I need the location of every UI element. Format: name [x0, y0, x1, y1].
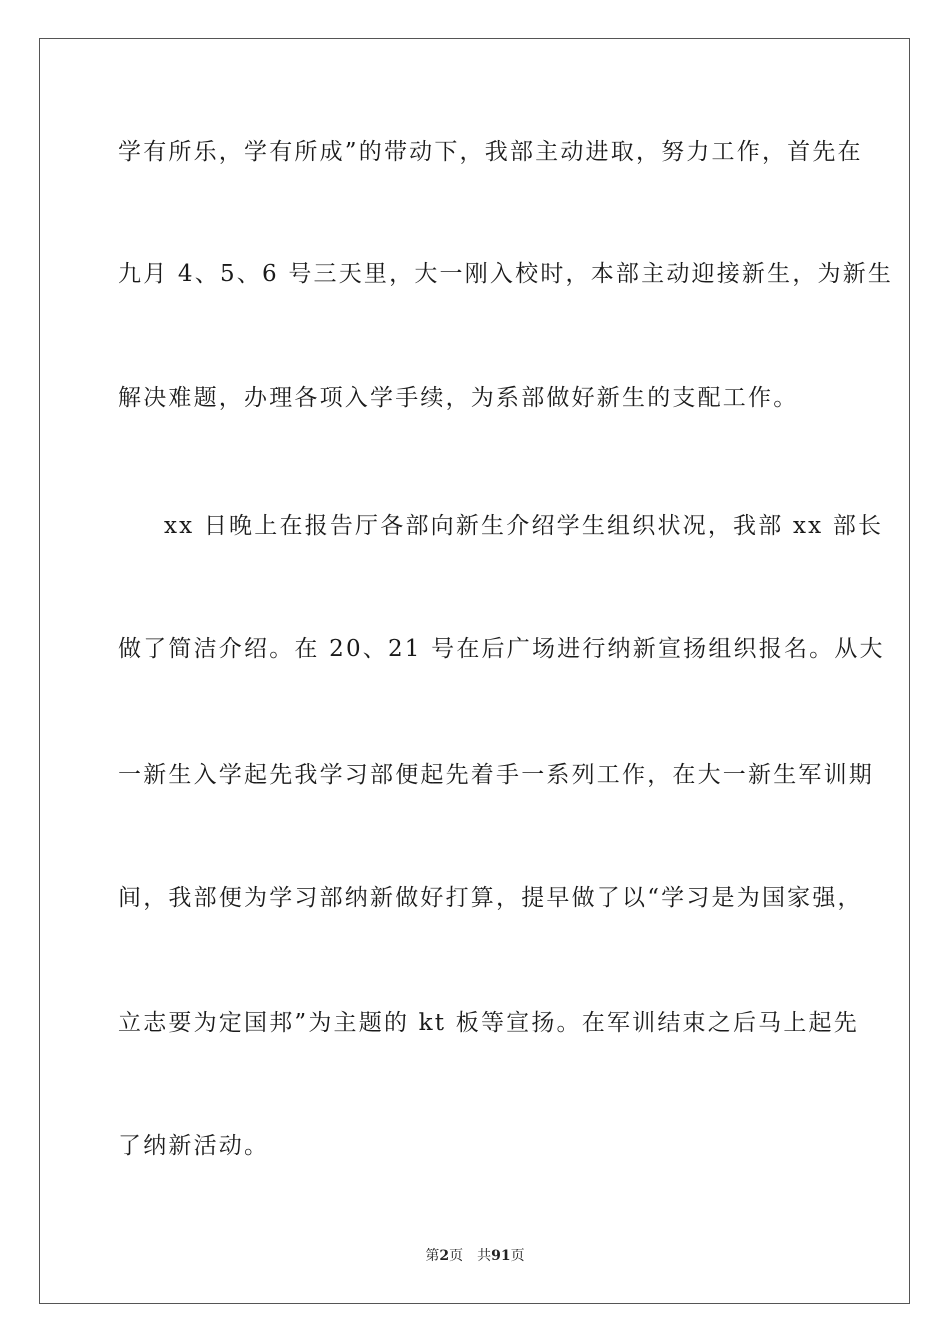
- footer-total-prefix: 共: [477, 1248, 492, 1264]
- text-line-7: 间，我部便为学习部纳新做好打算，提早做了以“学习是为国家强，: [118, 885, 863, 911]
- footer-page-suffix: 页: [449, 1248, 464, 1264]
- text-line-2: 九月 4、5、6 号三天里，大一刚入校时，本部主动迎接新生，为新生: [118, 261, 894, 287]
- text-line-6: 一新生入学起先我学习部便起先着手一系列工作，在大一新生军训期: [118, 762, 874, 788]
- footer-total-suffix: 页: [510, 1248, 525, 1264]
- footer-page-number: 2: [439, 1248, 450, 1264]
- text-line-9: 了纳新活动。: [118, 1133, 270, 1159]
- text-line-5: 做了简洁介绍。在 20、21 号在后广场进行纳新宣扬组织报名。从大: [118, 636, 885, 662]
- text-line-3: 解决难题，办理各项入学手续，为系部做好新生的支配工作。: [118, 385, 799, 411]
- page-frame: [39, 38, 910, 1304]
- text-line-4-paragraph-start: xx 日晚上在报告厅各部向新生介绍学生组织状况，我部 xx 部长: [164, 513, 884, 539]
- footer-total-pages: 91: [491, 1248, 511, 1264]
- text-line-1: 学有所乐，学有所成”的带动下，我部主动进取，努力工作，首先在: [118, 139, 863, 165]
- page-footer: [0, 1246, 950, 1266]
- text-line-8: 立志要为定国邦”为主题的 kt 板等宣扬。在军训结束之后马上起先: [118, 1010, 859, 1036]
- footer-page-prefix: 第: [425, 1248, 440, 1264]
